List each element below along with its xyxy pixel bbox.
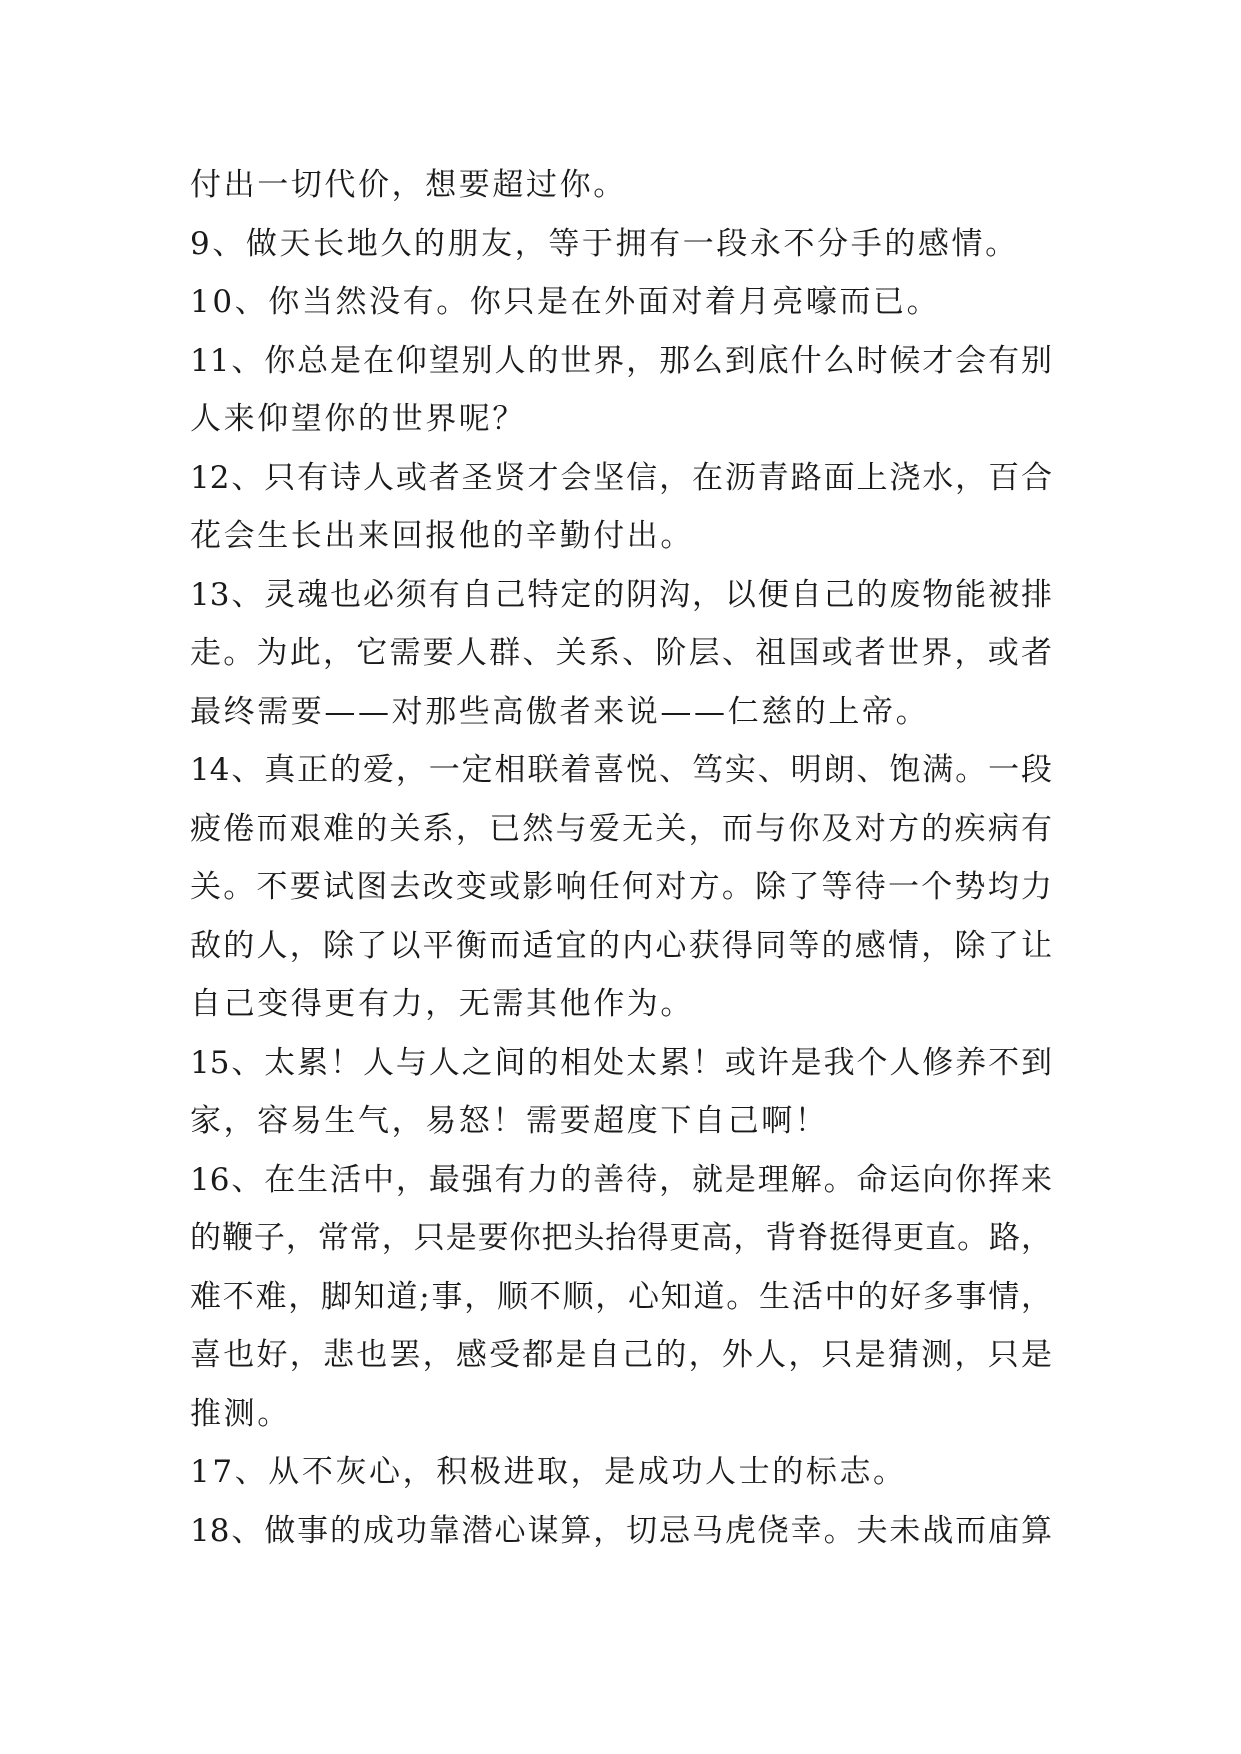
text-line: 13、灵魂也必须有自己特定的阴沟，以便自己的废物能被排 bbox=[190, 576, 1052, 613]
text-line: 疲倦而艰难的关系，已然与爱无关，而与你及对方的疾病有 bbox=[190, 810, 1052, 847]
body-text bbox=[190, 156, 1052, 1560]
text-line: 花会生长出来回报他的辛勤付出。 bbox=[190, 518, 694, 554]
text-line: 关。不要试图去改变或影响任何对方。除了等待一个势均力 bbox=[190, 869, 1052, 905]
text-line: 12、只有诗人或者圣贤才会坚信，在沥青路面上浇水，百合 bbox=[190, 459, 1052, 496]
text-line: 人来仰望你的世界呢？ bbox=[190, 401, 526, 437]
text-line: 14、真正的爱，一定相联着喜悦、笃实、明朗、饱满。一段 bbox=[190, 752, 1052, 788]
text-line: 自己变得更有力，无需其他作为。 bbox=[190, 986, 694, 1022]
text-line: 付出一切代价，想要超过你。 bbox=[190, 167, 627, 203]
text-line: 敌的人，除了以平衡而适宜的内心获得同等的感情，除了让 bbox=[190, 927, 1052, 964]
text-line: 最终需要——对那些高傲者来说——仁慈的上帝。 bbox=[190, 693, 930, 730]
text-line: 9、做天长地久的朋友，等于拥有一段永不分手的感情。 bbox=[190, 225, 1019, 262]
text-line: 16、在生活中，最强有力的善待，就是理解。命运向你挥来 bbox=[190, 1161, 1052, 1198]
text-line: 17、从不灰心，积极进取，是成功人士的标志。 bbox=[190, 1454, 907, 1490]
text-line: 15、太累！人与人之间的相处太累！或许是我个人修养不到 bbox=[190, 1044, 1052, 1081]
text-line: 走。为此，它需要人群、关系、阶层、祖国或者世界，或者 bbox=[190, 635, 1052, 671]
text-line: 10、你当然没有。你只是在外面对着月亮嚎而已。 bbox=[190, 284, 941, 320]
text-line: 推测。 bbox=[190, 1395, 291, 1432]
text-line: 11、你总是在仰望别人的世界，那么到底什么时候才会有别 bbox=[190, 342, 1052, 379]
text-line: 喜也好，悲也罢，感受都是自己的，外人，只是猜测，只是 bbox=[190, 1337, 1052, 1373]
text-line: 的鞭子，常常，只是要你把头抬得更高，背脊挺得更直。路， bbox=[190, 1220, 1052, 1256]
text-line: 家，容易生气，易怒！需要超度下自己啊！ bbox=[190, 1103, 829, 1139]
text-line: 难不难，脚知道;事，顺不顺，心知道。生活中的好多事情， bbox=[190, 1278, 1052, 1315]
text-line: 18、做事的成功靠潜心谋算，切忌马虎侥幸。夫未战而庙算 bbox=[190, 1512, 1052, 1549]
